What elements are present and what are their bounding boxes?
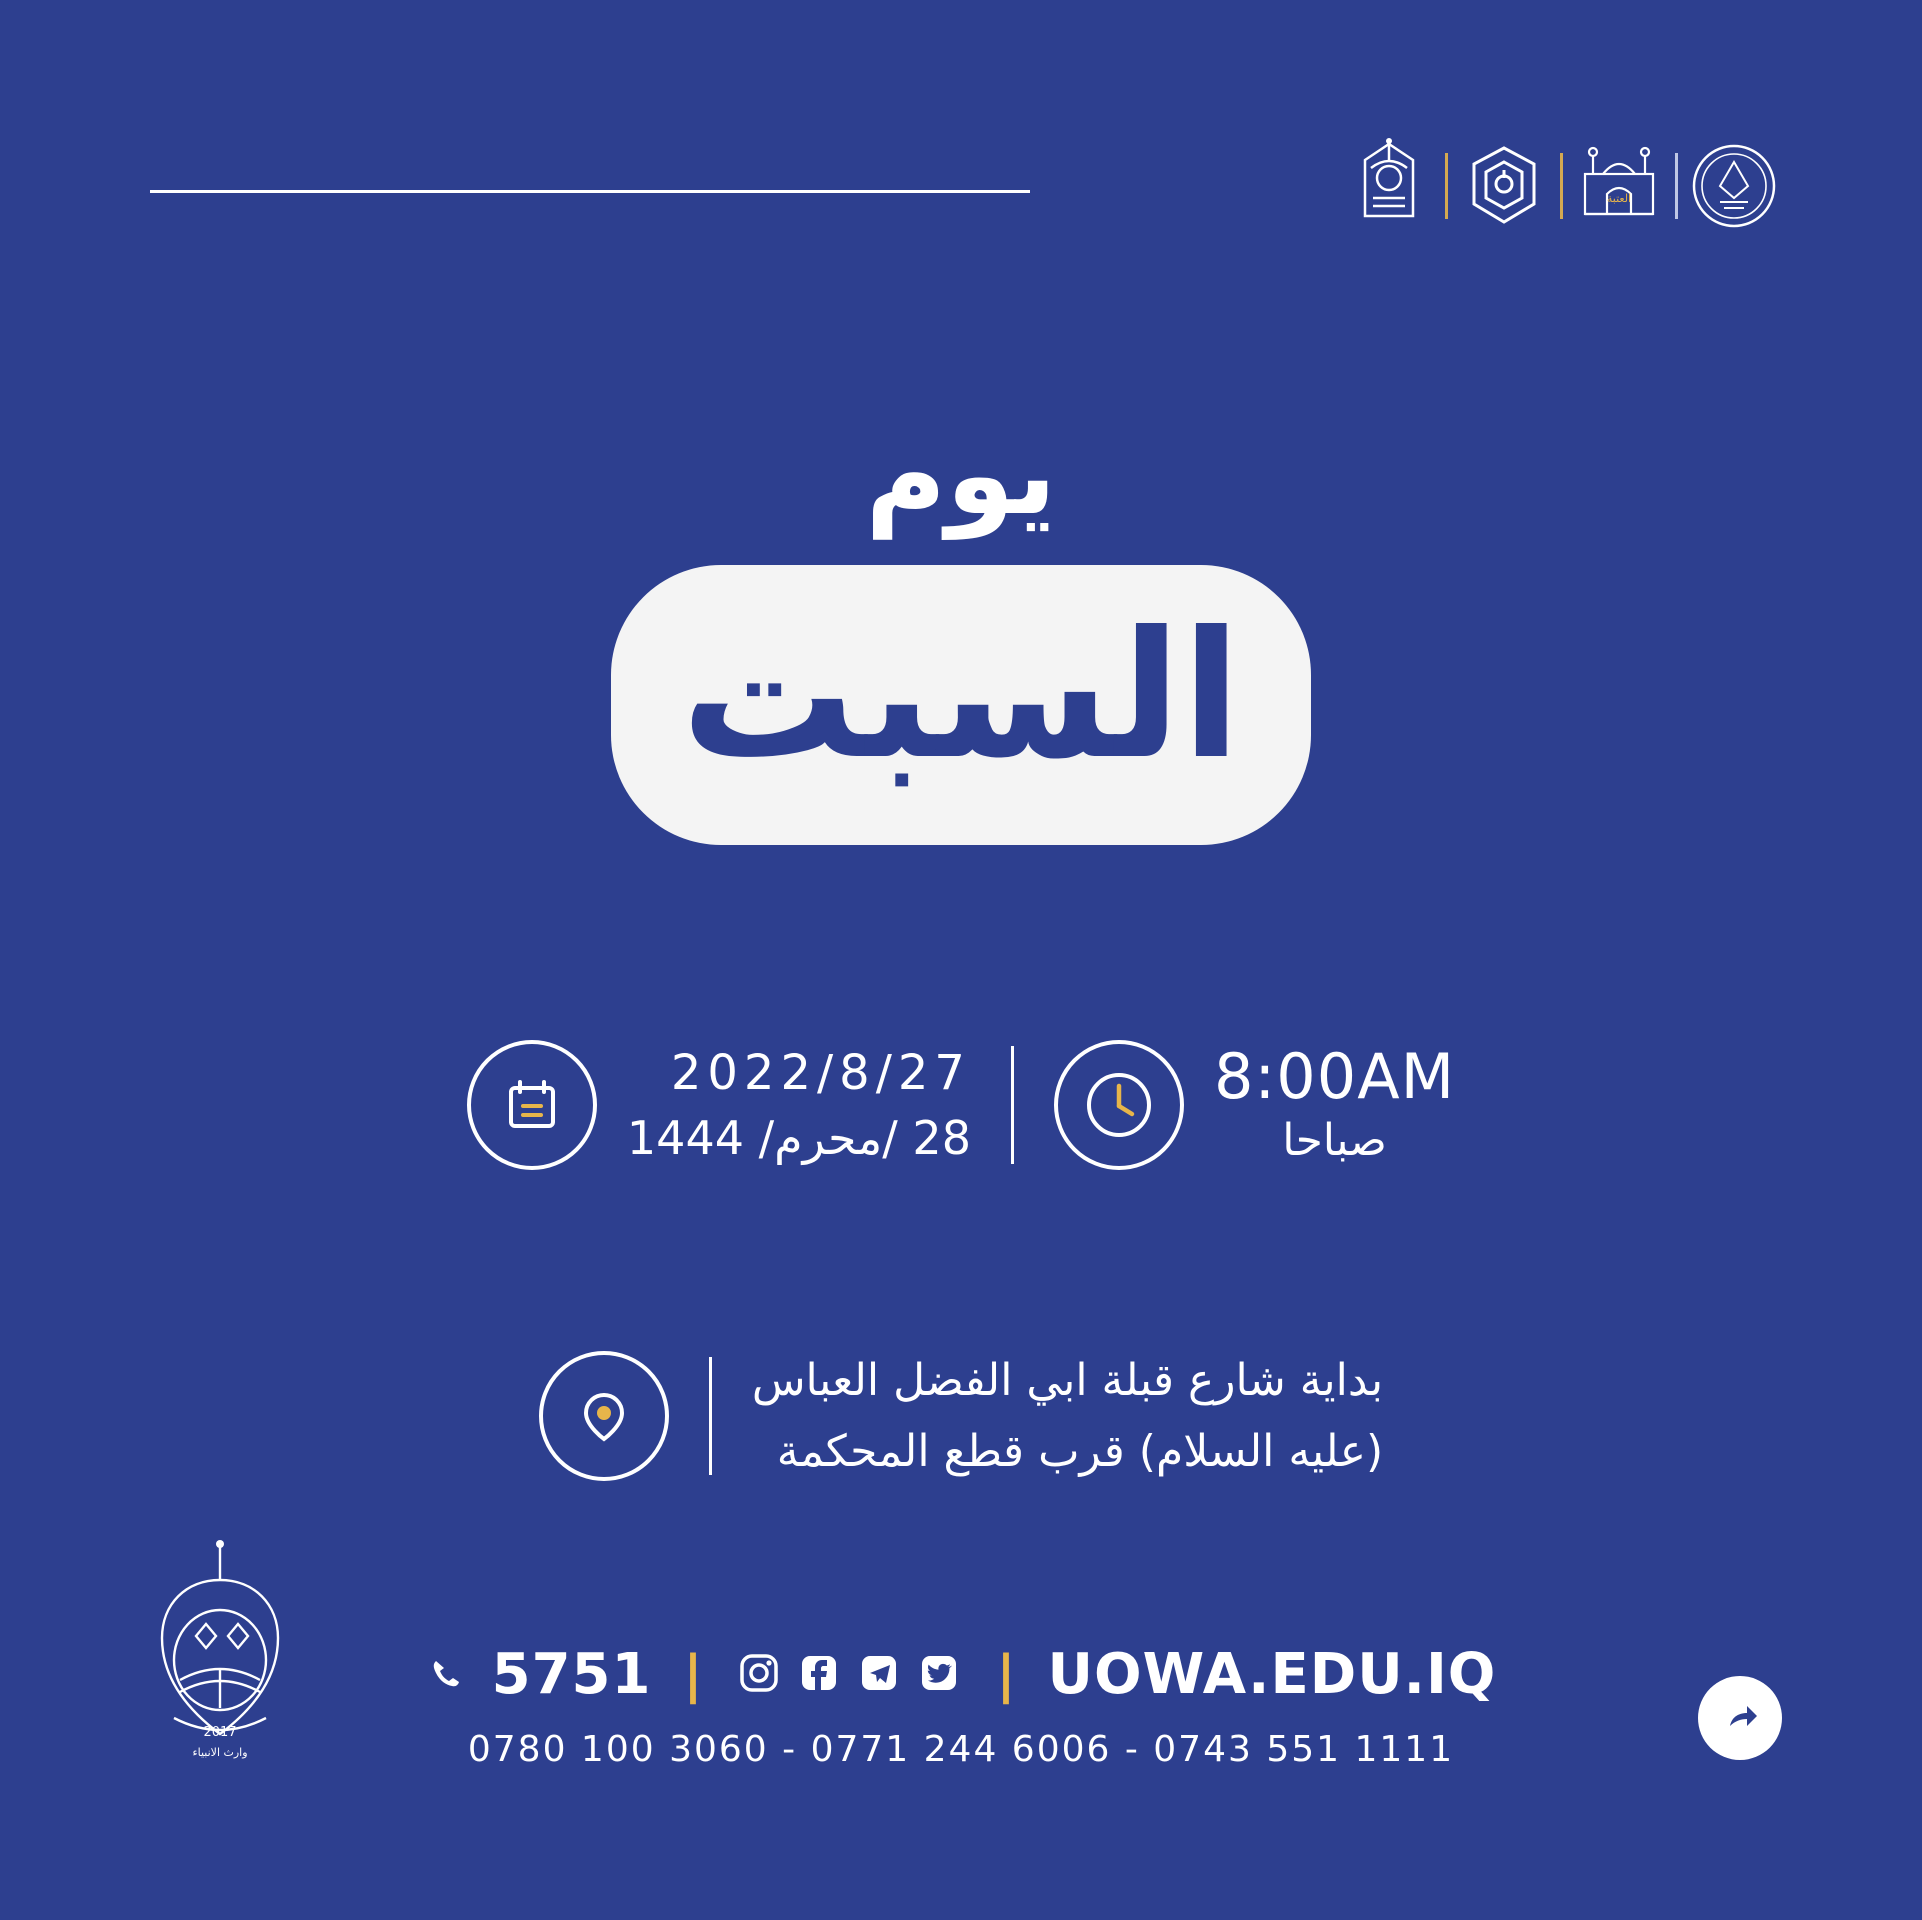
svg-text:وارث الانبياء: وارث الانبياء bbox=[192, 1746, 248, 1759]
time-text-group bbox=[1213, 1039, 1456, 1167]
ministry-seal-logo bbox=[1456, 130, 1552, 242]
phone-icon bbox=[426, 1653, 466, 1697]
location-line-2: (عليه السلام) قرب قطع المحكمة bbox=[776, 1426, 1384, 1478]
telegram-icon[interactable] bbox=[854, 1648, 904, 1702]
logo-separator bbox=[1445, 153, 1448, 219]
date-block bbox=[467, 1040, 971, 1170]
website-link[interactable]: UOWA.EDU.IQ bbox=[1047, 1642, 1497, 1707]
footer-divider: | bbox=[683, 1644, 703, 1705]
header-logo-group bbox=[1341, 130, 1782, 242]
svg-text:2017: 2017 bbox=[203, 1725, 237, 1740]
facebook-icon[interactable] bbox=[794, 1648, 844, 1702]
logo-separator bbox=[1675, 153, 1678, 219]
time-value: 8:00AM bbox=[1213, 1039, 1456, 1113]
location-text-group bbox=[752, 1345, 1383, 1488]
details-separator bbox=[1011, 1046, 1014, 1164]
logo-separator bbox=[1560, 153, 1563, 219]
location-separator bbox=[709, 1357, 712, 1475]
footer-contact-line bbox=[461, 1642, 1497, 1707]
footer-divider: | bbox=[996, 1644, 1016, 1705]
university-logo bbox=[140, 1540, 300, 1790]
day-name-label: السبت bbox=[680, 594, 1242, 798]
instagram-icon[interactable] bbox=[734, 1648, 784, 1702]
day-prefix-label: يوم bbox=[865, 411, 1057, 539]
svg-text:العتبة: العتبة bbox=[1606, 192, 1632, 205]
ministry-of-higher-education-logo bbox=[1686, 130, 1782, 242]
gregorian-date: 2022/8/27 bbox=[670, 1045, 971, 1102]
phone-numbers-line: 0780 100 3060 - 0771 244 6006 - 0743 551 1111 bbox=[467, 1729, 1455, 1770]
footer bbox=[461, 1642, 1497, 1770]
time-block bbox=[1054, 1040, 1455, 1170]
location-row bbox=[0, 1345, 1922, 1488]
location-line-1: بداية شارع قبلة ابي الفضل العباس bbox=[751, 1355, 1384, 1406]
header-divider-line bbox=[150, 190, 1030, 193]
clock-icon bbox=[1054, 1040, 1184, 1170]
wilayat-al-anbiya-logo bbox=[1341, 130, 1437, 242]
hijri-date: 28 /محرم/ 1444 bbox=[626, 1110, 971, 1165]
day-name-pill bbox=[611, 565, 1311, 845]
social-icon-group bbox=[734, 1648, 964, 1702]
al-abbas-holy-shrine-logo bbox=[1571, 130, 1667, 242]
share-arrow-icon[interactable] bbox=[1698, 1676, 1782, 1760]
event-details-row bbox=[0, 1040, 1922, 1170]
time-period-label: صباحا bbox=[1282, 1115, 1387, 1167]
twitter-icon[interactable] bbox=[914, 1648, 964, 1702]
calendar-icon bbox=[467, 1040, 597, 1170]
map-pin-icon bbox=[539, 1351, 669, 1481]
date-text-group bbox=[627, 1045, 971, 1165]
short-phone-number[interactable]: 5751 bbox=[491, 1642, 652, 1707]
